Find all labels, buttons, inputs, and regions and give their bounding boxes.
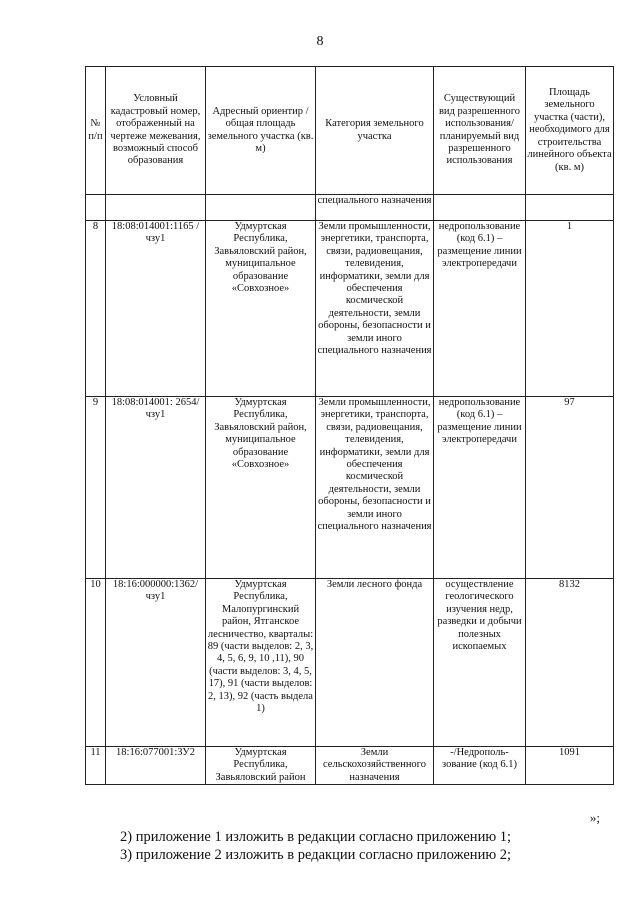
row-num: 8 bbox=[86, 221, 106, 397]
row-address: Удмуртская Республика, Завьяловский район, муниципальное образование «Совхозное» bbox=[206, 221, 316, 397]
instruction-item-3: 3) приложение 2 изложить в редакции согласно приложению 2; bbox=[120, 847, 512, 863]
header-area: Площадь земельного участка (части), необходимого для строительства линейного объекта (кв. м) bbox=[526, 67, 614, 195]
row-use: осуществление геологического изучения недр, разведки и добычи полезных ископаемых bbox=[434, 579, 526, 747]
table-row bbox=[86, 221, 614, 397]
row-use: недропользование (код 6.1) – размещение линии электропередачи bbox=[434, 221, 526, 397]
continuation-row bbox=[86, 195, 614, 221]
row-cadastral: 18:08:014001:1165 /чзу1 bbox=[106, 221, 206, 397]
header-num: № п/п bbox=[86, 67, 106, 195]
table-row bbox=[86, 747, 614, 785]
land-plots-table bbox=[85, 66, 614, 785]
row-category: Земли сельскохозяйственного назначения bbox=[316, 747, 434, 785]
closing-quote-mark: »; bbox=[589, 810, 600, 825]
table-header-row bbox=[86, 67, 614, 195]
row-cadastral: 18:16:077001:ЗУ2 bbox=[106, 747, 206, 785]
row-area: 97 bbox=[526, 397, 614, 579]
row-category: Земли промышленности, энергетики, транспорта, связи, радиовещания, телевидения, информатики, земли для обеспечения космической деятельности, земли обороны, безопасности и земли иного специального назначения bbox=[316, 397, 434, 579]
table-row bbox=[86, 579, 614, 747]
row-num: 9 bbox=[86, 397, 106, 579]
row-num: 10 bbox=[86, 579, 106, 747]
row-area: 8132 bbox=[526, 579, 614, 747]
row-address: Удмуртская Республика, Малопургинский район, Ятганское лесничество, кварталы: 89 (части выделов: 2, 3, 4, 5, 6, 9, 10 ,11), 90 (части выделов: 3, 4, 5, 17), 91 (части выделов: 2, 13), 92 (часть выдела 1) bbox=[206, 579, 316, 747]
row-category: Земли промышленности, энергетики, транспорта, связи, радиовещания, телевидения, информатики, земли для обеспечения космической деятельности, земли обороны, безопасности и земли иного специального назначения bbox=[316, 221, 434, 397]
header-use: Существующий вид разрешенного использования/ планируемый вид разрешенного использования bbox=[434, 67, 526, 195]
row-area: 1 bbox=[526, 221, 614, 397]
row-area: 1091 bbox=[526, 747, 614, 785]
row-cadastral: 18:08:014001: 2654/чзу1 bbox=[106, 397, 206, 579]
row-num: 11 bbox=[86, 747, 106, 785]
table-row bbox=[86, 397, 614, 579]
row-address: Удмуртская Республика, Завьяловский район, муниципальное образование «Совхозное» bbox=[206, 397, 316, 579]
instruction-item-2: 2) приложение 1 изложить в редакции согласно приложению 1; bbox=[120, 829, 512, 845]
row-use: -/Недрополь-зование (код 6.1) bbox=[434, 747, 526, 785]
header-cadastral: Условный кадастровый номер, отображенный на чертеже межевания, возможный способ образования bbox=[106, 67, 206, 195]
continuation-category: специального назначения bbox=[316, 195, 434, 221]
row-address: Удмуртская Республика, Завьяловский район bbox=[206, 747, 316, 785]
row-category: Земли лесного фонда bbox=[316, 579, 434, 747]
page-number: 8 bbox=[316, 34, 324, 49]
header-category: Категория земельного участка bbox=[316, 67, 434, 195]
row-cadastral: 18:16:000000:1362/ чзу1 bbox=[106, 579, 206, 747]
header-address: Адресный ориентир /общая площадь земельного участка (кв. м) bbox=[206, 67, 316, 195]
amendment-instructions bbox=[120, 828, 511, 864]
row-use: недропользование (код 6.1) – размещение линии электропередачи bbox=[434, 397, 526, 579]
